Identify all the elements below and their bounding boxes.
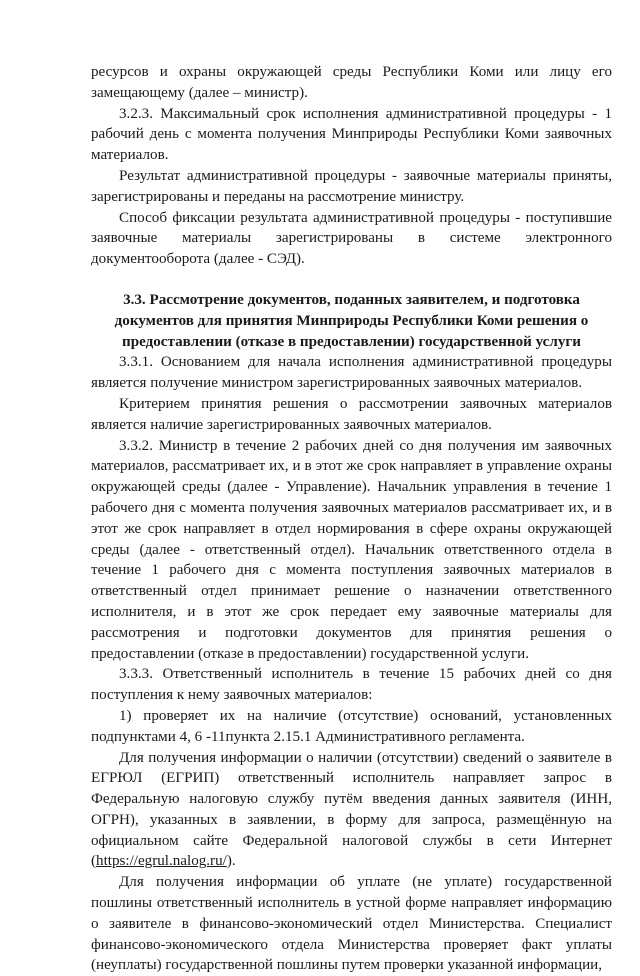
paragraph-egrul-request — [91, 748, 612, 873]
paragraph-continuation: ресурсов и охраны окружающей среды Республики Коми или лицу его замещающему (далее – министр). — [91, 64, 612, 101]
paragraph-state-fee: Для получения информации об уплате (не уплате) государственной пошлины ответственный исполнитель в устной форме направляет информацию о заявителе в финансово-экономический отдел Министерства. Специалист финансово-экономического отдела Министерства проверяет факт уплаты (неуплаты) государственной пошлины путем проверки указанной информации, — [91, 874, 612, 974]
paragraph-3-3-1: 3.3.1. Основанием для начала исполнения административной процедуры является получение министром зарегистрированных заявочных материалов. — [91, 354, 612, 392]
list-item-1: 1) проверяет их на наличие (отсутствие) оснований, установленных подпунктами 4, 6 -11пункта 2.15.1 Административного регламента. — [91, 707, 612, 745]
paragraph-3-2-3: 3.2.3. Максимальный срок исполнения административной процедуры - 1 рабочий день с момента получения Минприроды Республики Коми заявочных материалов. — [91, 105, 612, 164]
paragraph-criterion: Критерием принятия решения о рассмотрении заявочных материалов является наличие зарегистрированных заявочных материалов. — [91, 395, 612, 433]
document-page — [91, 62, 612, 976]
egrul-text-after: ). — [226, 853, 236, 870]
egrul-text-before: Для получения информации о наличии (отсутствии) сведений о заявителе в ЕГРЮЛ (ЕГРИП) ответственный исполнитель направляет запрос в Федеральную налоговую службу путём введения данных заявителя (ИНН, ОГРН), указанных в заявлении, в форму для запроса, размещённую на официальном сайте Федеральной налоговой службы в сети Интернет ( — [91, 749, 612, 870]
paragraph-3-3-3: 3.3.3. Ответственный исполнитель в течение 15 рабочих дней со дня поступления к нему заявочных материалов: — [91, 666, 612, 704]
egrul-link[interactable]: https://egrul.nalog.ru/ — [96, 853, 227, 870]
section-heading-3-3: 3.3. Рассмотрение документов, поданных заявителем, и подготовка документов для принятия Минприроды Республики Коми решения о предоставлении (отказе в предоставлении) государственной услуги — [114, 291, 589, 350]
spacer — [91, 270, 612, 290]
paragraph-result: Результат административной процедуры - заявочные материалы приняты, зарегистрированы и переданы на рассмотрение министру. — [91, 167, 612, 205]
paragraph-3-3-2: 3.3.2. Министр в течение 2 рабочих дней со дня получения им заявочных материалов, рассматривает их, и в этот же срок направляет в управление охраны окружающей среды (далее - Управление). Начальник управления в течение 1 рабочего дня с момента получения заявочных материалов рассматривает их, и в этот же срок направляет в отдел нормирования в сфере охраны окружающей среды (далее - ответственный отдел). Начальник ответственного отдела в течение 1 рабочего дня с момента поступления заявочных материалов в ответственный отдел принимает решение о назначении ответственного исполнителя, и в этот же срок передает ему заявочные материалы для рассмотрения и подготовки документов для принятия решения о предоставлении (отказе в предоставлении) государственной услуги. — [91, 437, 612, 662]
paragraph-fixation-method: Способ фиксации результата административной процедуры - поступившие заявочные материалы зарегистрированы в системе электронного документооборота (далее - СЭД). — [91, 209, 612, 268]
